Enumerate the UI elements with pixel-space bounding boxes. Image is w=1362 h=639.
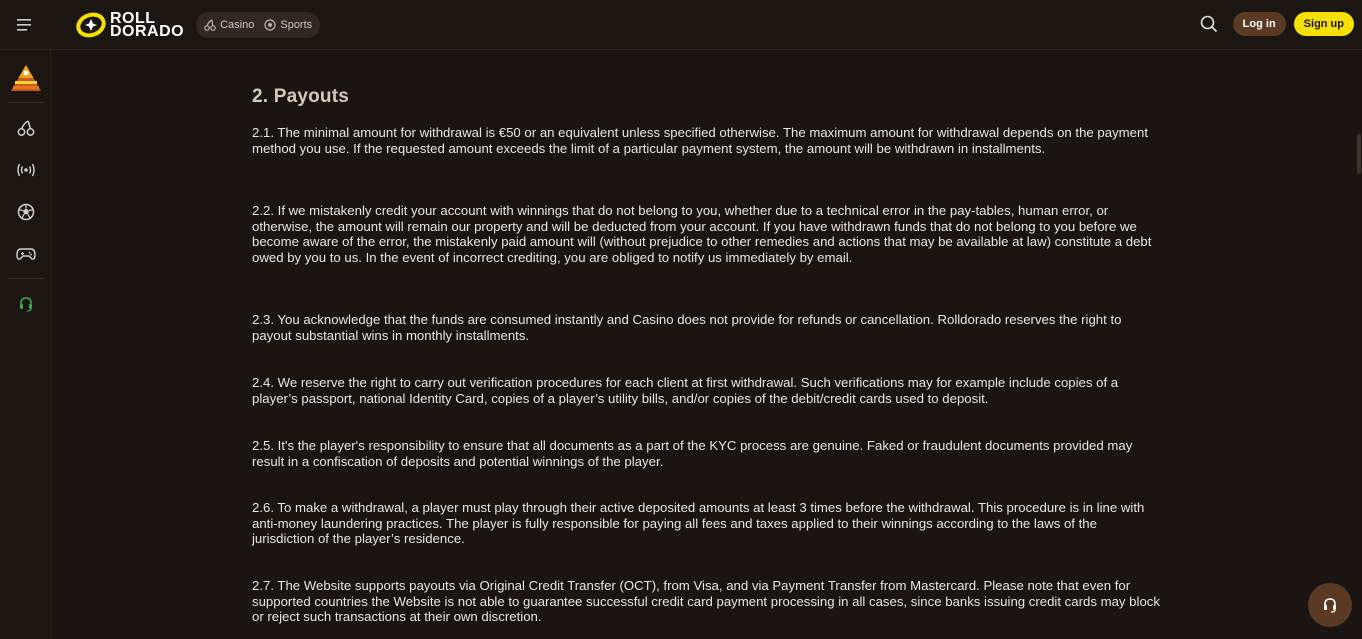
logo-line-1: ROLL (110, 9, 156, 27)
search-button[interactable] (1197, 12, 1221, 36)
paragraph-2-2: 2.2. If we mistakenly credit your account with winnings that do not belong to you, whether due to a technical error in the pay-tables, human error, or otherwise, the amount will remain our property and will be deducted from your account. If you have withdrawn funds that do not belong to you before we become aware of the error, the mistakenly paid amount will (without prejudice to other remedies and actions that may be available at law) constitute a debt owed by you to us. In the event of incorrect crediting, you are obliged to notify us immediately by email. (252, 203, 1152, 265)
cherry-icon (17, 119, 35, 137)
paragraph-2-5: 2.5. It's the player's responsibility to ensure that all documents as a part of the KYC process are genuine. Faked or fraudulent documents provided may result in a confiscation of deposits and potential winnings of the player. (252, 438, 1133, 469)
paragraph-2-7: 2.7. The Website supports payouts via Original Credit Transfer (OCT), from Visa, and via Payment Transfer from Mastercard. Please note that even for supported countries the Website is not able to guarantee successful credit card payment processing in all cases, since banks issuing credit cards may block or reject such transactions at their own discretion. (252, 578, 1160, 625)
product-switcher (196, 12, 320, 38)
brand-logo[interactable] (76, 0, 184, 50)
hamburger-icon (17, 19, 33, 31)
sidebar-item-esports[interactable] (0, 236, 51, 272)
logo-wordmark (110, 9, 185, 40)
paragraph-2-6: 2.6. To make a withdrawal, a player must play through their active deposited amounts at least 3 times before the withdrawal. This procedure is in line with anti-money laundering practices. The player is fully responsible for paying all fees and taxes applied to their winnings according to the laws of the jurisdiction of the player’s residence. (252, 500, 1145, 547)
sidebar-item-support[interactable] (0, 286, 51, 322)
sidebar-divider (8, 278, 44, 279)
headset-support-icon (18, 296, 34, 312)
soccer-ball-icon (17, 203, 35, 221)
paragraph-2-1: 2.1. The minimal amount for withdrawal is €50 or an equivalent unless specified otherwise. The maximum amount for withdrawal depends on the payment method you use. If the requested amount exceeds the limit of a particular payment system, the amount will be withdrawn in installments. (252, 125, 1148, 156)
sidebar-item-live-casino[interactable] (0, 152, 51, 188)
sidebar-item-sports[interactable] (0, 194, 51, 230)
soccer-ball-icon (264, 19, 276, 31)
signup-button[interactable]: Sign up (1294, 12, 1354, 36)
paragraph-2-3: 2.3. You acknowledge that the funds are consumed instantly and Casino does not provide for refunds or cancellation. Rolldorado reserves the right to payout substantial wins in monthly installments. (252, 312, 1122, 343)
nav-casino-label: Casino (220, 18, 255, 31)
live-broadcast-icon (16, 162, 36, 178)
top-header (0, 0, 1362, 50)
nav-sports-label: Sports (280, 18, 313, 31)
terms-content (252, 86, 1162, 625)
sidebar-item-casino[interactable] (0, 110, 51, 146)
section-title: 2. Payouts (252, 86, 350, 107)
scroll-thumb[interactable] (1357, 134, 1361, 174)
sidebar-divider (8, 102, 44, 103)
nav-sports[interactable] (264, 19, 312, 31)
left-sidebar (0, 50, 51, 639)
cherry-icon (204, 19, 216, 31)
nav-casino[interactable] (204, 19, 254, 31)
paragraph-2-4: 2.4. We reserve the right to carry out verification procedures for each client at first withdrawal. Such verifications may for example include copies of a player’s passport, national Identity Card, copies of a player’s utility bills, and/or copies of the debit/credit cards used to deposit. (252, 375, 1119, 406)
search-icon (1200, 15, 1218, 33)
login-button[interactable]: Log in (1233, 12, 1286, 36)
live-chat-button[interactable] (1308, 583, 1352, 627)
menu-toggle-button[interactable] (0, 0, 50, 50)
gamepad-icon (16, 247, 36, 261)
sidebar-item-promotions[interactable] (0, 58, 51, 98)
headset-icon (1322, 597, 1338, 613)
header-actions (1197, 12, 1354, 36)
pyramid-promo-icon (9, 63, 43, 93)
page-scrollbar[interactable] (1354, 50, 1362, 639)
logo-mark-icon (76, 11, 108, 39)
logo-line-2: DORADO (110, 22, 185, 40)
